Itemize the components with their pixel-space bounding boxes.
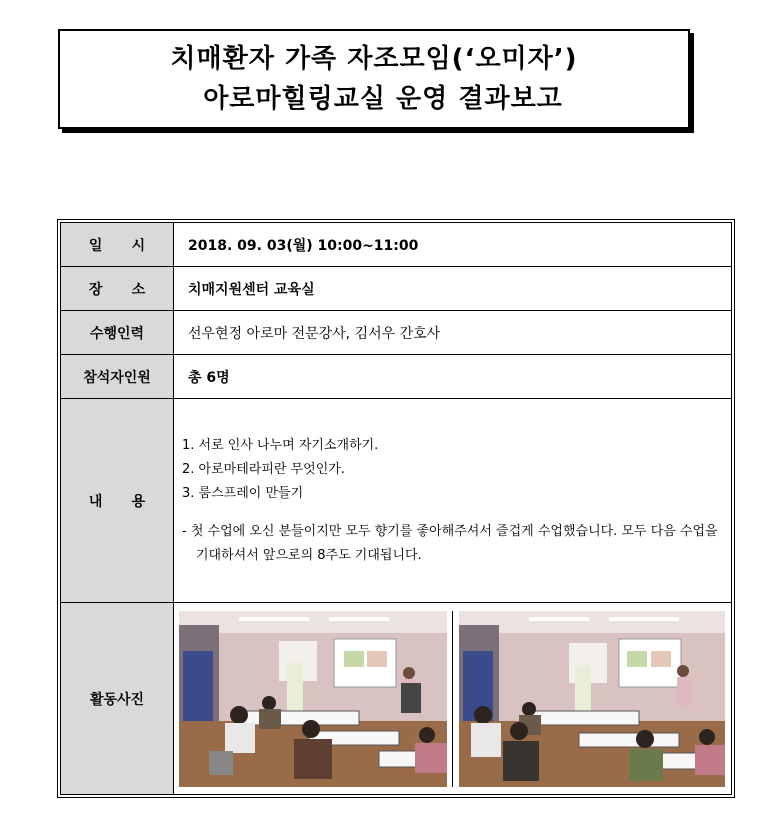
content-item-3: 3. 룸스프레이 만들기	[182, 485, 304, 501]
row-photos	[61, 603, 732, 795]
row-attendees	[61, 355, 732, 399]
content-note: - 첫 수업에 오신 분들이지만 모두 향기를 좋아해주셔서 즐겁게 수업했습니다. 모두 다음 수업을 기대하셔서 앞으로의 8주도 기대됩니다.	[182, 523, 718, 563]
activity-photo-2	[459, 611, 725, 787]
report-title-line-1: 치매환자 가족 자조모임(‘오미자’)	[170, 44, 578, 74]
label-date: 일 시	[61, 223, 174, 267]
label-place: 장 소	[61, 267, 174, 311]
photos-cell	[174, 603, 732, 795]
row-place	[61, 267, 732, 311]
content-item-2: 2. 아로마테라피란 무엇인가.	[182, 461, 345, 477]
report-title-box	[58, 29, 690, 129]
row-content	[61, 399, 732, 603]
value-place: 치매지원센터 교육실	[174, 267, 732, 311]
report-table	[57, 219, 735, 798]
activity-photo-1	[179, 611, 447, 787]
row-staff	[61, 311, 732, 355]
value-staff: 선우현정 아로마 전문강사, 김서우 간호사	[174, 311, 732, 355]
photo-frame-1	[174, 611, 452, 787]
value-date: 2018. 09. 03(월) 10:00~11:00	[174, 223, 732, 267]
label-staff: 수행인력	[61, 311, 174, 355]
label-photos: 활동사진	[61, 603, 174, 795]
row-date	[61, 223, 732, 267]
report-title-line-2: 아로마힐링교실 운영 결과보고	[203, 84, 563, 114]
label-attendees: 참석자인원	[61, 355, 174, 399]
label-content: 내 용	[61, 399, 174, 603]
photo-frame-2	[452, 611, 731, 787]
value-content	[174, 399, 732, 603]
value-attendees: 총 6명	[174, 355, 732, 399]
content-item-1: 1. 서로 인사 나누며 자기소개하기.	[182, 437, 379, 453]
